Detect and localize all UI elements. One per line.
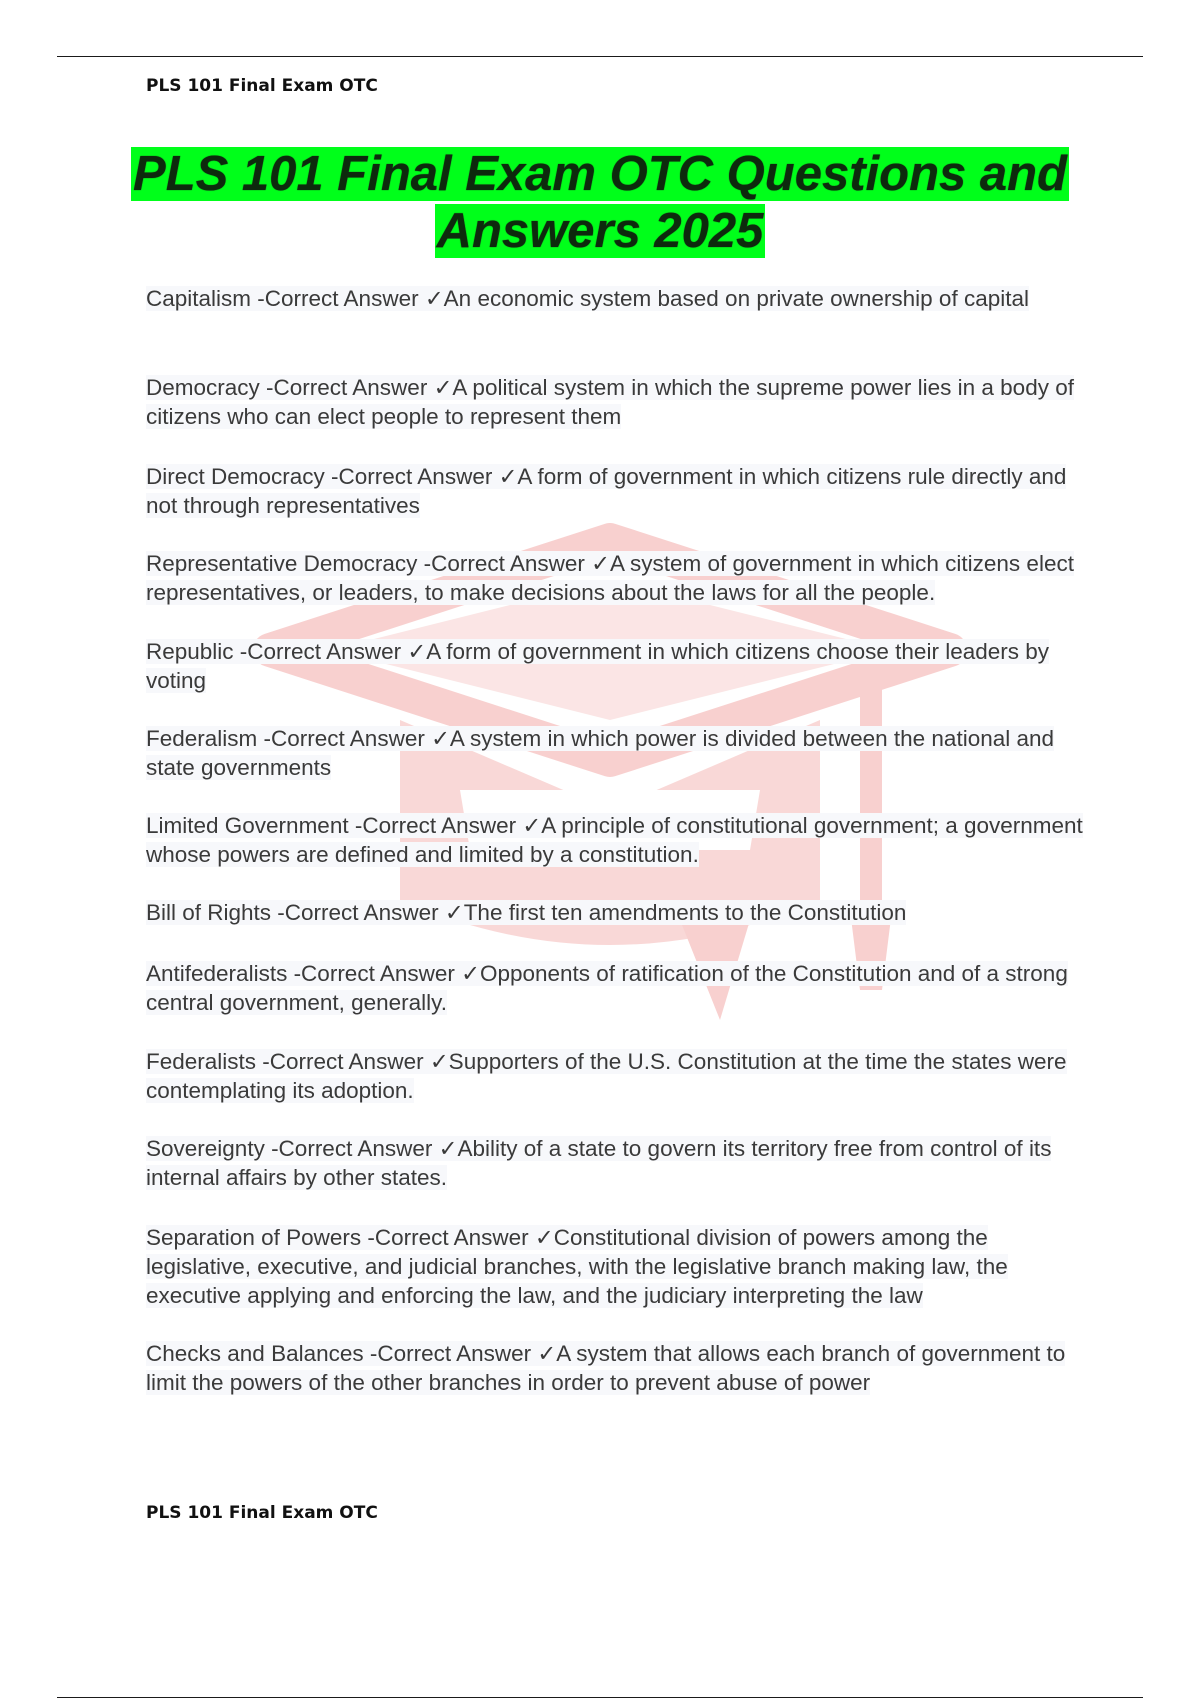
footer-rule [57,1697,1143,1698]
qa-item: Direct Democracy -Correct Answer ✓A form of government in which citizens rule directly and not through representatives [146,464,1067,518]
header-rule [57,56,1143,57]
qa-item: Capitalism -Correct Answer ✓An economic system based on private ownership of capital [146,286,1029,311]
running-header: PLS 101 Final Exam OTC [146,76,378,96]
qa-item: Bill of Rights -Correct Answer ✓The first ten amendments to the Constitution [146,900,907,925]
qa-item: Federalism -Correct Answer ✓A system in which power is divided between the national and state governments [146,726,1055,780]
qa-item: Sovereignty -Correct Answer ✓Ability of a state to govern its territory free from control of its internal affairs by other states. [146,1136,1052,1190]
qa-item: Democracy -Correct Answer ✓A political system in which the supreme power lies in a body of citizens who can elect people to represent them [146,375,1074,429]
qa-item: Representative Democracy -Correct Answer ✓A system of government in which citizens elect representatives, or leaders, to make decisions about the laws for all the people. [146,551,1074,605]
qa-item: Separation of Powers -Correct Answer ✓Constitutional division of powers among the legislative, executive, and judicial branches, with the legislative branch making law, the executive applying and enforcing the law, and the judiciary interpreting the law [146,1225,1008,1308]
qa-item: Limited Government -Correct Answer ✓A principle of constitutional government; a government whose powers are defined and limited by a constitution. [146,813,1083,867]
qa-item: Antifederalists -Correct Answer ✓Opponents of ratification of the Constitution and of a strong central government, generally. [146,961,1068,1015]
qa-item: Federalists -Correct Answer ✓Supporters of the U.S. Constitution at the time the states were contemplating its adoption. [146,1049,1067,1103]
document-title [100,146,1100,260]
title-block [100,146,1100,260]
running-footer: PLS 101 Final Exam OTC [146,1503,378,1523]
qa-item: Checks and Balances -Correct Answer ✓A system that allows each branch of government to limit the powers of the other branches in order to prevent abuse of power [146,1341,1066,1395]
qa-item: Republic -Correct Answer ✓A form of government in which citizens choose their leaders by voting [146,639,1049,693]
title-highlight: PLS 101 Final Exam OTC Questions and Answers 2025 [133,147,1067,258]
